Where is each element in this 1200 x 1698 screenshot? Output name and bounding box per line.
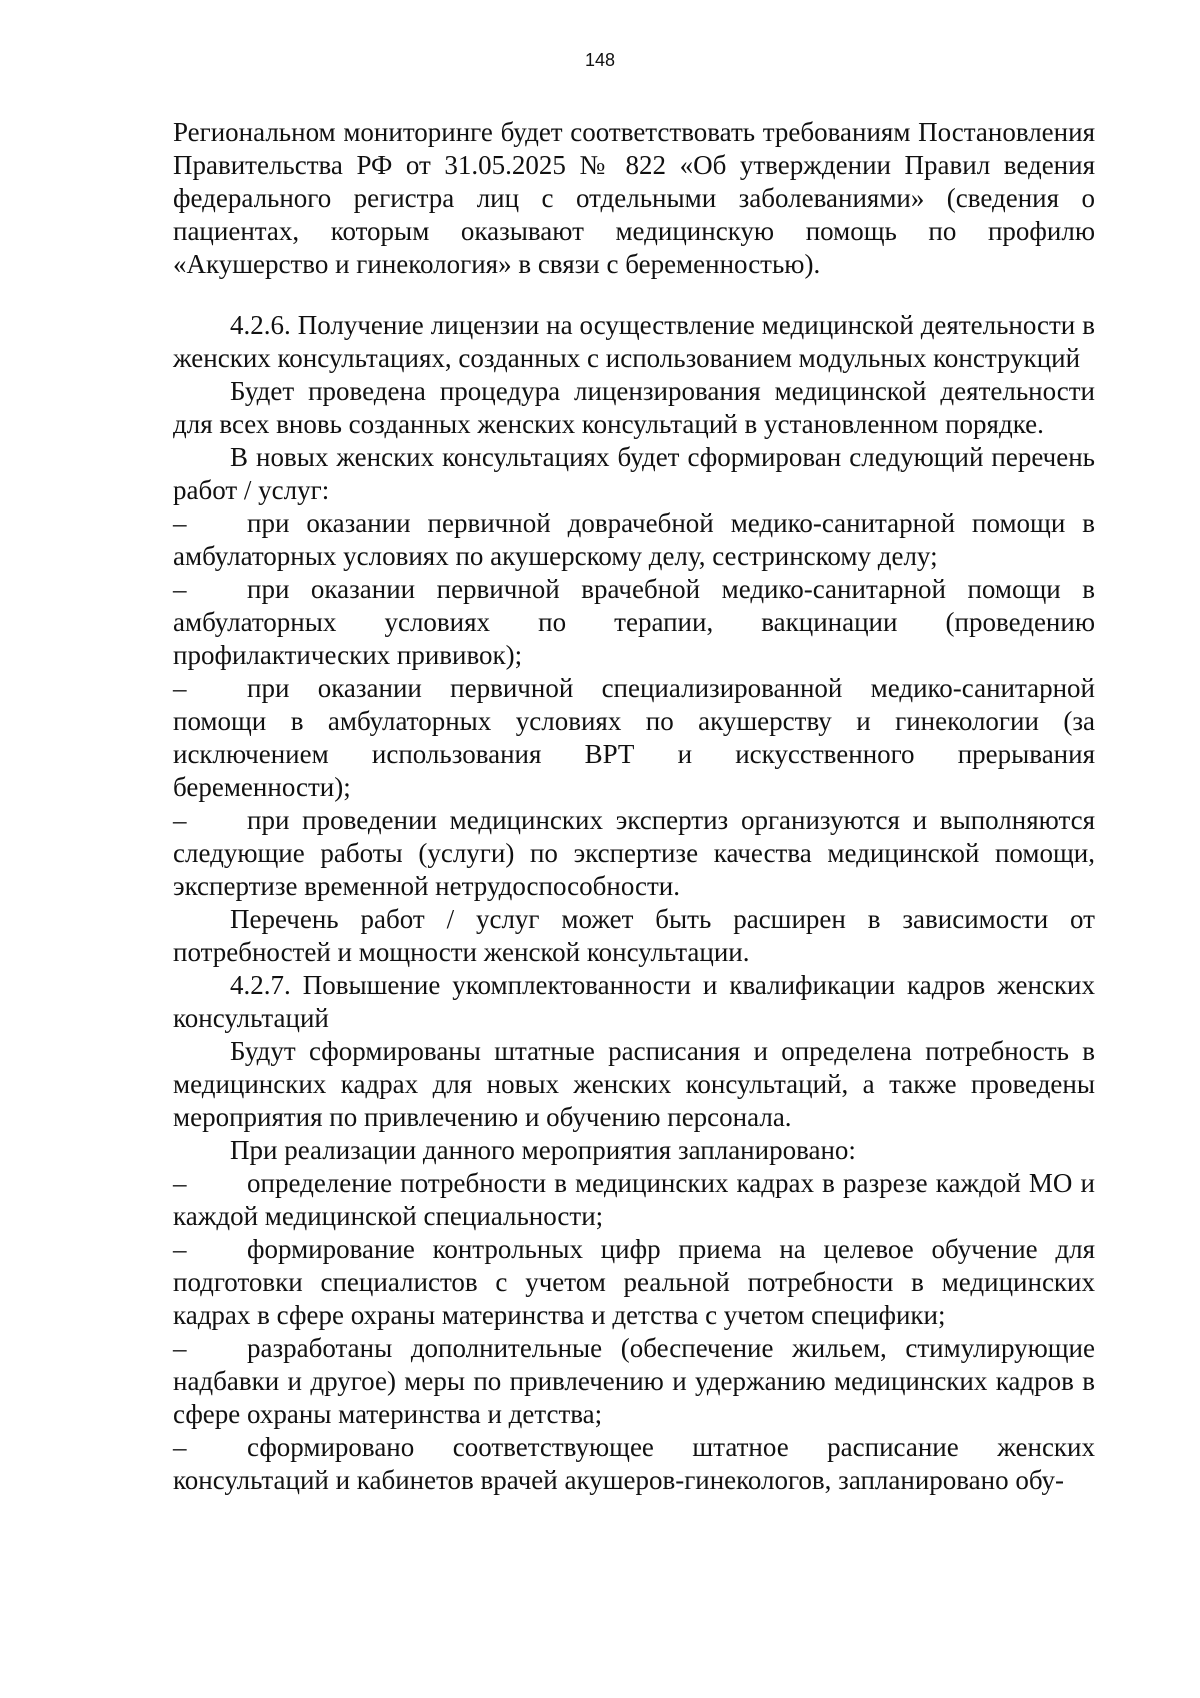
list-item-text: при оказании первичной врачебной медико-санитарной помощи в амбулаторных условиях по терапии, вакцинации (проведению профилактических прививок); bbox=[173, 574, 1095, 670]
dash-marker: – bbox=[173, 1432, 187, 1462]
paragraph-planned-intro: При реализации данного мероприятия запланировано: bbox=[230, 1135, 856, 1165]
paragraph-gap bbox=[173, 281, 1095, 309]
dash-marker: – bbox=[173, 1234, 187, 1264]
list-item-text: при проведении медицинских экспертиз организуются и выполняются следующие работы (услуги) по экспертизе качества медицинской помощи, экспертизе временной нетрудоспособности. bbox=[173, 805, 1095, 901]
document-body bbox=[173, 116, 1095, 1497]
paragraph-services-expandable: Перечень работ / услуг может быть расширен в зависимости от потребностей и мощности женской консультации. bbox=[173, 904, 1095, 967]
list-item bbox=[173, 804, 1095, 903]
dash-marker: – bbox=[173, 1168, 187, 1198]
paragraph-staffing: Будут сформированы штатные расписания и определена потребность в медицинских кадрах для новых женских консультаций, а также проведены мероприятия по привлечению и обучению персонала. bbox=[173, 1036, 1095, 1132]
dash-marker: – bbox=[173, 1333, 187, 1363]
paragraph-regional-monitoring: Региональном мониторинге будет соответствовать требованиям Постановления Правительства РФ от 31.05.2025 № 822 «Об утверждении Правил ведения федерального регистра лиц с отдельными заболеваниями» (сведения о пациентах, которым оказывают медицинскую помощь по профилю «Акушерство и гинекология» в связи с беременностью). bbox=[173, 117, 1095, 279]
dash-marker: – bbox=[173, 508, 187, 538]
paragraph-licensing: Будет проведена процедура лицензирования медицинской деятельности для всех вновь созданных женских консультаций в установленном порядке. bbox=[173, 376, 1095, 439]
dash-marker: – bbox=[173, 673, 187, 703]
dash-marker: – bbox=[173, 805, 187, 835]
list-item bbox=[173, 573, 1095, 672]
list-item bbox=[173, 1233, 1095, 1332]
list-item bbox=[173, 1167, 1095, 1233]
dash-marker: – bbox=[173, 574, 187, 604]
list-item-text: при оказании первичной доврачебной медико-санитарной помощи в амбулаторных условиях по акушерскому делу, сестринскому делу; bbox=[173, 508, 1095, 571]
list-item bbox=[173, 1431, 1095, 1497]
list-item bbox=[173, 507, 1095, 573]
list-item-text: сформировано соответствующее штатное расписание женских консультаций и кабинетов врачей акушеров-гинекологов, запланировано обу- bbox=[173, 1432, 1095, 1495]
list-item-text: при оказании первичной специализированной медико-санитарной помощи в амбулаторных условиях по акушерству и гинекологии (за исключением использования ВРТ и искусственного прерывания беременности); bbox=[173, 673, 1095, 802]
list-item-text: разработаны дополнительные (обеспечение жильем, стимулирующие надбавки и другое) меры по привлечению и удержанию медицинских кадров в сфере охраны материнства и детства; bbox=[173, 1333, 1095, 1429]
list-item-text: определение потребности в медицинских кадрах в разрезе каждой МО и каждой медицинской специальности; bbox=[173, 1168, 1095, 1231]
section-heading-4-2-7: 4.2.7. Повышение укомплектованности и квалификации кадров женских консультаций bbox=[173, 970, 1095, 1033]
list-item-text: формирование контрольных цифр приема на целевое обучение для подготовки специалистов с учетом реальной потребности в медицинских кадрах в сфере охраны материнства и детства с учетом специфики; bbox=[173, 1234, 1095, 1330]
list-item bbox=[173, 1332, 1095, 1431]
list-item bbox=[173, 672, 1095, 804]
section-heading-4-2-6: 4.2.6. Получение лицензии на осуществление медицинской деятельности в женских консультациях, созданных с использованием модульных конструкций bbox=[173, 310, 1095, 373]
paragraph-services-intro: В новых женских консультациях будет сформирован следующий перечень работ / услуг: bbox=[173, 442, 1095, 505]
page-number: 148 bbox=[584, 50, 616, 70]
